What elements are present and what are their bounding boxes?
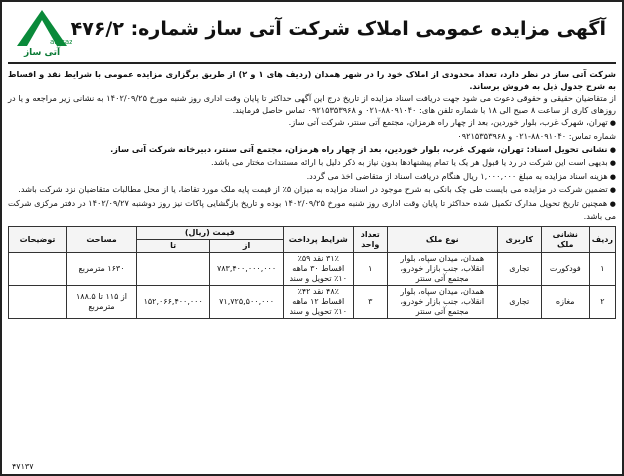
ad-code: ۴۷۱۳۷ <box>12 462 34 471</box>
cell-type: همدان، میدان سپاه، بلوار انقلاب، جنب بازار خودرو، مجتمع آتی سنتر <box>387 286 497 319</box>
logo-small-text: ati saz <box>50 38 72 46</box>
header <box>8 6 616 64</box>
delivery-line: ● نشانی تحویل اسناد: تهران، شهرک غرب، بلوار خوردین، بعد از چهار راه هرمزان، مجتمع آتی سنتر، دبیرخانه شرکت آتی ساز. <box>8 144 616 157</box>
col-terms: شرایط پرداخت <box>283 227 353 253</box>
cell-count: ۱ <box>353 253 387 286</box>
rule-guarantee: ● تضمین شرکت در مزایده می بایست طی چک بانکی به شرح موجود در اسناد مزایده به میزان ۵٪ از قیمت پایه ملک مورد تقاضا، یا از محل مطالبات متقاضیان نزد شرکت باشد. <box>8 184 616 197</box>
table-row <box>9 253 616 286</box>
cell-area: از ۱۱۵ تا ۱۸۸.۵ مترمربع <box>67 286 137 319</box>
cell-row: ۲ <box>589 286 615 319</box>
col-notes: توضیحات <box>9 227 67 253</box>
rule-dates: ● همچنین تاریخ تحویل مدارک تکمیل شده حداکثر تا پایان وقت اداری روز شنبه مورخ ۱۴۰۲/۰۹/۲۵ بوده و تاریخ بازگشایی پاکات نیز روز دوشنبه ۱۴۰۲/۰۹/۲۷ در دفتر مرکزی شرکت می باشد. <box>8 198 616 222</box>
logo-label: آتی ساز <box>23 48 61 58</box>
cell-terms: ۳۱٪ نقد ۵۹٪ اقساط ۳۰ ماهه ۱۰٪ تحویل و سند <box>283 253 353 286</box>
property-table <box>8 226 616 319</box>
cell-count: ۳ <box>353 286 387 319</box>
col-price: قیمت (ریال) <box>137 227 284 240</box>
cell-price-from: ۷۸۳,۴۰۰,۰۰۰,۰۰۰ <box>210 253 283 286</box>
cell-address: مغازه <box>541 286 589 319</box>
cell-price-from: ۷۱,۷۲۵,۵۰۰,۰۰۰ <box>210 286 283 319</box>
col-price-to: تا <box>137 240 210 253</box>
col-count: تعداد واحد <box>353 227 387 253</box>
cell-price-to <box>137 253 210 286</box>
col-use: کاربری <box>497 227 541 253</box>
col-area: مساحت <box>67 227 137 253</box>
address-line: ● تهران، شهرک غرب، بلوار خوردین، بعد از چهار راه هرمزان، مجتمع آتی سنتر، شرکت آتی ساز. <box>8 117 616 130</box>
table-row <box>9 286 616 319</box>
cell-use: تجاری <box>497 253 541 286</box>
col-price-from: از <box>210 240 283 253</box>
ad-body <box>8 69 616 222</box>
phone-line: شماره تماس: ۸۸۰۹۱۰۴۰-۰۲۱ و ۰۹۲۱۵۳۵۳۹۶۸ <box>457 130 616 141</box>
cell-notes <box>9 253 67 286</box>
logo-triangle-icon <box>12 8 72 48</box>
cell-use: تجاری <box>497 286 541 319</box>
company-logo <box>12 8 72 62</box>
cell-row: ۱ <box>589 253 615 286</box>
cell-notes <box>9 286 67 319</box>
col-type: نوع ملک <box>387 227 497 253</box>
cell-price-to: ۱۵۲,۰۶۶,۴۰۰,۰۰۰ <box>137 286 210 319</box>
page-title: آگهی مزایده عمومی املاک شرکت آتی ساز شماره: ۴۷۶/۲ <box>70 18 606 40</box>
col-row: ردیف <box>589 227 615 253</box>
col-address: نشانی ملک <box>541 227 589 253</box>
rule-reject: ● بدیهی است این شرکت در رد یا قبول هر یک یا تمام پیشنهادها بدون نیاز به ذکر دلیل با ارائه مستندات مختار می باشد. <box>8 157 616 170</box>
intro-paragraph: شرکت آتی ساز در نظر دارد، تعداد محدودی از املاک خود را در شهر همدان (ردیف های ۱ و ۲) از طریق برگزاری مزایده عمومی با شرایط نقد و اقساط به شرح جدول ذیل به فروش برساند. <box>8 69 616 91</box>
cell-type: همدان، میدان سپاه، بلوار انقلاب، جنب بازار خودرو، مجتمع آتی سنتر <box>387 253 497 286</box>
cell-terms: ۴۸٪ نقد ۴۲٪ اقساط ۱۲ ماهه ۱۰٪ تحویل و سند <box>283 286 353 319</box>
cell-address: فودکورت <box>541 253 589 286</box>
cell-area: ۱۶۳۰ مترمربع <box>67 253 137 286</box>
rule-fee: ● هزینه اسناد مزایده به مبلغ ۱,۰۰۰,۰۰۰ ریال هنگام دریافت اسناد از متقاضی اخذ می گردد. <box>8 171 616 184</box>
invite-paragraph: از متقاضیان حقیقی و حقوقی دعوت می شود جهت دریافت اسناد مزایده از تاریخ درج این آگهی حداکثر تا پایان وقت اداری روز شنبه مورخ ۱۴۰۲/۰۹/۲۵ به نشانی زیر مراجعه و یا در روزهای کاری از ساعت ۸ صبح الی ۱۸ با شماره تلفن های: ۸۸۰۹۱۰۴۰-۰۲۱ و ۰۹۲۱۵۳۵۳۹۶۸ تماس حاصل فرمایند. <box>8 93 616 115</box>
